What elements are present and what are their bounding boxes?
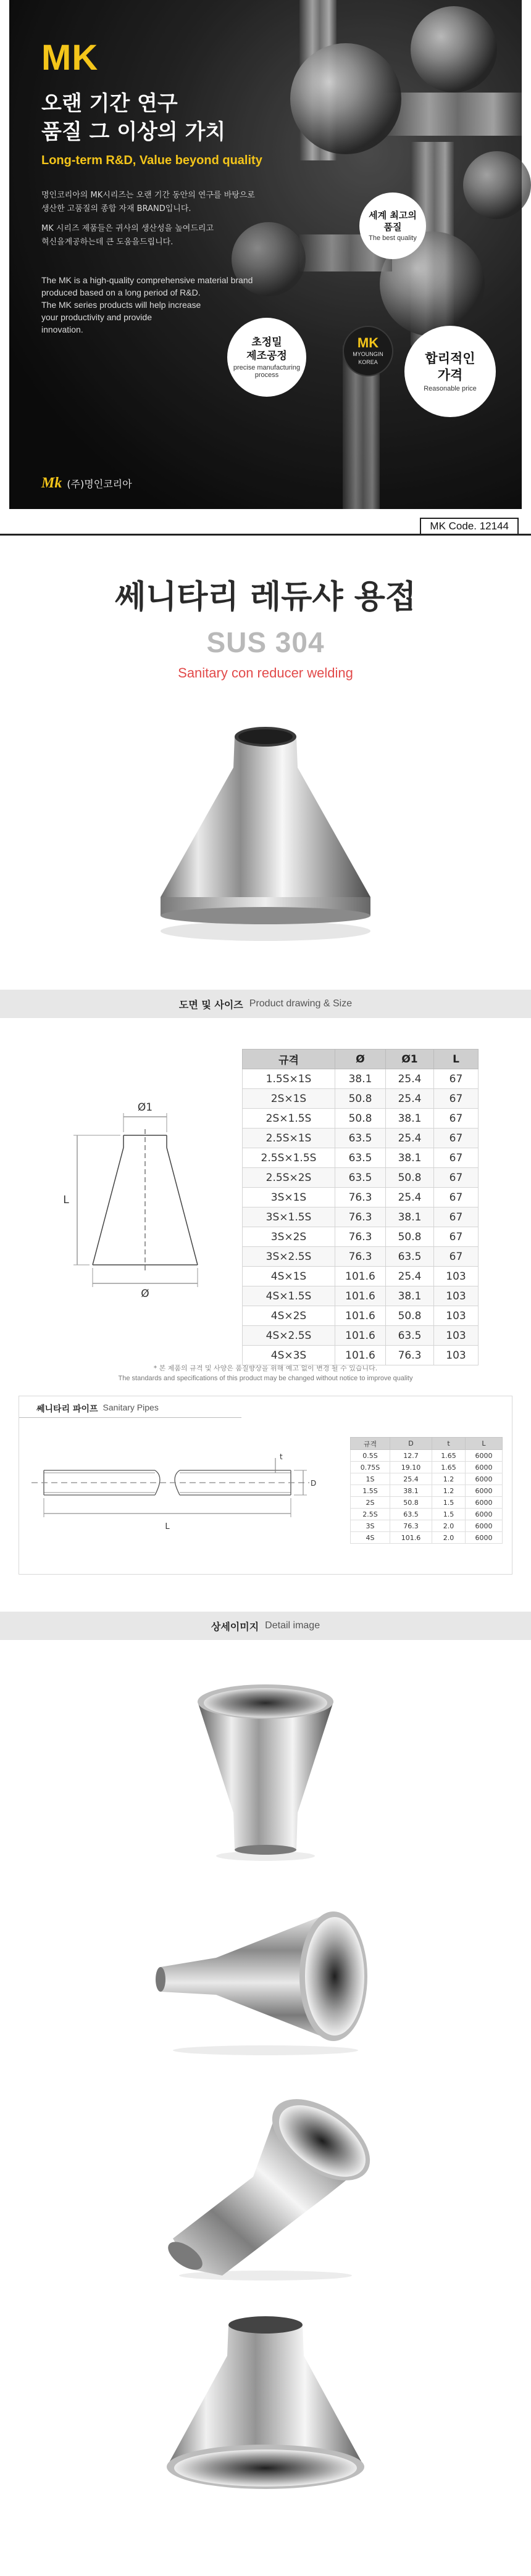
size-table-cell: 2.5S×2S bbox=[243, 1168, 335, 1188]
pipe-table-cell: 0.75S bbox=[351, 1462, 390, 1473]
pipe-table-cell: 1.2 bbox=[432, 1473, 466, 1485]
pipe-table-cell: 25.4 bbox=[390, 1473, 432, 1485]
size-table-cell: 1.5S×1S bbox=[243, 1069, 335, 1089]
detail-image-2 bbox=[148, 1899, 383, 2060]
size-table-row bbox=[243, 1346, 479, 1365]
size-table-cell: 67 bbox=[434, 1247, 479, 1267]
badge-title: 제조공정 bbox=[246, 350, 287, 362]
size-table-cell: 67 bbox=[434, 1109, 479, 1129]
badge-title: 가격 bbox=[437, 368, 463, 383]
desc-en-line: The MK series products will help increase bbox=[41, 300, 201, 310]
size-table-cell: 103 bbox=[434, 1286, 479, 1306]
size-table-cell: 4S×3S bbox=[243, 1346, 335, 1365]
desc-en-line: innovation. bbox=[41, 325, 83, 334]
pipe-table-cell: 2.5S bbox=[351, 1509, 390, 1520]
pipe-dim-length: L bbox=[165, 1522, 170, 1531]
size-table-cell: 4S×2.5S bbox=[243, 1326, 335, 1346]
size-table-header: Ø bbox=[335, 1050, 386, 1069]
pipe-table-cell: 38.1 bbox=[390, 1485, 432, 1497]
size-table-header: L bbox=[434, 1050, 479, 1069]
reducer-technical-drawing bbox=[59, 1098, 232, 1302]
pipe-table-cell: 6000 bbox=[466, 1532, 503, 1544]
size-table-row bbox=[243, 1306, 479, 1326]
size-table-cell: 103 bbox=[434, 1306, 479, 1326]
pipe-dim-diameter: D bbox=[311, 1479, 317, 1488]
size-table-cell: 25.4 bbox=[386, 1089, 434, 1109]
pipe-table-cell: 50.8 bbox=[390, 1497, 432, 1509]
pipe-table-row bbox=[351, 1485, 503, 1497]
product-code-row bbox=[0, 509, 531, 546]
badge-subtitle: precise manufacturing bbox=[233, 364, 301, 371]
size-table-cell: 63.5 bbox=[335, 1148, 386, 1168]
size-table-cell: 38.1 bbox=[386, 1109, 434, 1129]
badge-title: 품질 bbox=[383, 222, 402, 233]
desc-ko-line: 명인코리아의 MK시리즈는 오랜 기간 동안의 연구를 바탕으로 bbox=[41, 191, 255, 200]
size-table-cell: 4S×2S bbox=[243, 1306, 335, 1326]
size-table-row bbox=[243, 1168, 479, 1188]
desc-en-line: The MK is a high-quality comprehensive material brand bbox=[41, 275, 253, 285]
pipe-table-cell: 2.0 bbox=[432, 1532, 466, 1544]
hero-headline-line1: 오랜 기간 연구 bbox=[41, 91, 178, 116]
section-title-ko: 상세이미지 bbox=[211, 1620, 259, 1633]
dim-label-top: Ø1 bbox=[137, 1101, 153, 1114]
product-title-ko: 쎄니타리 레듀샤 용접 bbox=[114, 579, 417, 616]
size-table-row bbox=[243, 1188, 479, 1207]
size-table-cell: 63.5 bbox=[335, 1168, 386, 1188]
pipe-table-cell: 1.5 bbox=[432, 1509, 466, 1520]
size-table-cell: 38.1 bbox=[386, 1286, 434, 1306]
product-title-en: Sanitary con reducer welding bbox=[178, 665, 353, 681]
pipe-header-underline bbox=[19, 1417, 241, 1418]
section-title-ko: 도면 및 사이즈 bbox=[178, 998, 243, 1011]
pipe-table-cell: 63.5 bbox=[390, 1509, 432, 1520]
size-table-cell: 76.3 bbox=[335, 1207, 386, 1227]
pipe-dim-thickness: t bbox=[280, 1452, 283, 1461]
size-table-cell: 3S×2S bbox=[243, 1227, 335, 1247]
size-table-row bbox=[243, 1069, 479, 1089]
company-logo: Mk bbox=[41, 475, 62, 491]
size-table-cell: 25.4 bbox=[386, 1267, 434, 1286]
pipe-table-cell: 0.5S bbox=[351, 1450, 390, 1462]
size-table bbox=[242, 1049, 479, 1365]
size-table-cell: 38.1 bbox=[386, 1148, 434, 1168]
size-table-cell: 101.6 bbox=[335, 1306, 386, 1326]
pipe-table-cell: 19.10 bbox=[390, 1462, 432, 1473]
size-table-cell: 2.5S×1S bbox=[243, 1129, 335, 1148]
pipe-table-cell: 1.65 bbox=[432, 1462, 466, 1473]
size-table-cell: 76.3 bbox=[335, 1188, 386, 1207]
size-table-cell: 76.3 bbox=[335, 1247, 386, 1267]
size-table-header: Ø1 bbox=[386, 1050, 434, 1069]
size-table-cell: 76.3 bbox=[386, 1346, 434, 1365]
hero-banner bbox=[9, 0, 522, 509]
dim-label-bottom: Ø bbox=[141, 1288, 149, 1300]
badge-title: 세계 최고의 bbox=[369, 210, 417, 221]
pipe-table-cell: 6000 bbox=[466, 1520, 503, 1532]
pipe-table-cell: 6000 bbox=[466, 1509, 503, 1520]
size-table-cell: 101.6 bbox=[335, 1267, 386, 1286]
size-table-cell: 67 bbox=[434, 1129, 479, 1148]
size-table-cell: 3S×1.5S bbox=[243, 1207, 335, 1227]
size-table-cell: 50.8 bbox=[386, 1227, 434, 1247]
pipe-table-cell: 2.0 bbox=[432, 1520, 466, 1532]
pipe-table-cell: 6000 bbox=[466, 1485, 503, 1497]
detail-image-1 bbox=[154, 1677, 377, 1862]
size-table-cell: 3S×1S bbox=[243, 1188, 335, 1207]
badge-best-quality bbox=[359, 193, 426, 259]
detail-image-4 bbox=[148, 2313, 383, 2491]
pipe-table-row bbox=[351, 1520, 503, 1532]
size-table-row bbox=[243, 1247, 479, 1267]
size-table-cell: 2S×1S bbox=[243, 1089, 335, 1109]
size-table-row bbox=[243, 1286, 479, 1306]
size-table-cell: 67 bbox=[434, 1188, 479, 1207]
pipe-size-table bbox=[350, 1437, 503, 1544]
size-table-cell: 103 bbox=[434, 1267, 479, 1286]
desc-ko-line: 혁신을계공하는데 큰 도움을드립니다. bbox=[41, 238, 174, 247]
size-table-cell: 3S×2.5S bbox=[243, 1247, 335, 1267]
size-table-cell: 2.5S×1.5S bbox=[243, 1148, 335, 1168]
size-table-cell: 103 bbox=[434, 1326, 479, 1346]
pipe-table-row bbox=[351, 1497, 503, 1509]
pipe-table-row bbox=[351, 1462, 503, 1473]
size-table-cell: 25.4 bbox=[386, 1188, 434, 1207]
pipe-table-cell: 3S bbox=[351, 1520, 390, 1532]
pipe-table-cell: 6000 bbox=[466, 1473, 503, 1485]
size-table-cell: 67 bbox=[434, 1089, 479, 1109]
pipe-table-header: t bbox=[432, 1438, 466, 1450]
size-table-cell: 25.4 bbox=[386, 1069, 434, 1089]
product-code-label: MK Code. 12144 bbox=[420, 518, 519, 534]
size-table-row bbox=[243, 1267, 479, 1286]
pipe-table-row bbox=[351, 1532, 503, 1544]
detail-image-3 bbox=[148, 2097, 383, 2282]
mini-logo-text: MYOUNGIN bbox=[353, 351, 383, 357]
pipe-table-cell: 12.7 bbox=[390, 1450, 432, 1462]
sanitary-pipe-box bbox=[19, 1396, 512, 1575]
hero-tagline: Long-term R&D, Value beyond quality bbox=[41, 154, 262, 167]
section-header-drawing bbox=[0, 990, 531, 1018]
badge-title: 초정밀 bbox=[251, 336, 282, 349]
section-title-en: Product drawing & Size bbox=[249, 998, 353, 1009]
drawing-area bbox=[0, 1018, 531, 1364]
size-table-cell: 67 bbox=[434, 1069, 479, 1089]
pipe-technical-drawing bbox=[31, 1433, 316, 1538]
desc-en-line: your productivity and provide bbox=[41, 312, 152, 322]
hero-copy bbox=[41, 37, 301, 336]
desc-ko-line: MK 시리즈 제품들은 귀사의 생산성을 높여드리고 bbox=[41, 224, 214, 233]
size-table-cell: 50.8 bbox=[386, 1168, 434, 1188]
size-table-row bbox=[243, 1148, 479, 1168]
pipe-table-cell: 1.5S bbox=[351, 1485, 390, 1497]
size-table-row bbox=[243, 1227, 479, 1247]
pipe-table-header: L bbox=[466, 1438, 503, 1450]
size-table-row bbox=[243, 1326, 479, 1346]
size-table-cell: 4S×1.5S bbox=[243, 1286, 335, 1306]
size-table-row bbox=[243, 1089, 479, 1109]
pipe-table-cell: 1.2 bbox=[432, 1485, 466, 1497]
size-table-cell: 67 bbox=[434, 1148, 479, 1168]
size-table-row bbox=[243, 1109, 479, 1129]
size-table-cell: 25.4 bbox=[386, 1129, 434, 1148]
pipe-title-ko: 쎄니타리 파이프 bbox=[36, 1404, 98, 1414]
pipe-table-header: 규격 bbox=[351, 1438, 390, 1450]
size-table-header: 규격 bbox=[243, 1050, 335, 1069]
product-main-image bbox=[142, 712, 389, 946]
mini-logo-text: KOREA bbox=[358, 359, 378, 365]
hero-headline bbox=[41, 89, 301, 146]
size-table-cell: 38.1 bbox=[335, 1069, 386, 1089]
pipe-table-row bbox=[351, 1509, 503, 1520]
pipe-table-cell: 4S bbox=[351, 1532, 390, 1544]
size-table-cell: 63.5 bbox=[335, 1129, 386, 1148]
pipe-table-row bbox=[351, 1450, 503, 1462]
size-table-cell: 63.5 bbox=[386, 1326, 434, 1346]
badge-subtitle: process bbox=[254, 371, 279, 379]
badge-title: 합리적인 bbox=[425, 351, 475, 366]
pipe-table-header-row bbox=[351, 1438, 503, 1450]
pipe-table-cell: 6000 bbox=[466, 1450, 503, 1462]
pipe-table-cell: 6000 bbox=[466, 1497, 503, 1509]
size-table-cell: 50.8 bbox=[335, 1089, 386, 1109]
size-table-cell: 101.6 bbox=[335, 1326, 386, 1346]
mini-logo-mark: MK bbox=[357, 335, 379, 350]
size-table-cell: 101.6 bbox=[335, 1346, 386, 1365]
mk-brand-logo: MK bbox=[41, 38, 99, 78]
hero-headline-line2: 품질 그 이상의 가치 bbox=[41, 120, 226, 144]
size-table-cell: 63.5 bbox=[386, 1247, 434, 1267]
size-table-cell: 103 bbox=[434, 1346, 479, 1365]
dim-label-length: L bbox=[63, 1194, 69, 1206]
size-table-cell: 101.6 bbox=[335, 1286, 386, 1306]
size-table-cell: 38.1 bbox=[386, 1207, 434, 1227]
size-table-cell: 2S×1.5S bbox=[243, 1109, 335, 1129]
myoungin-korea-mini-logo bbox=[343, 326, 393, 376]
size-table-cell: 4S×1S bbox=[243, 1267, 335, 1286]
company-name: (주)명인코리아 bbox=[67, 478, 132, 490]
badge-subtitle: The best quality bbox=[369, 234, 417, 242]
company-brand bbox=[41, 475, 132, 492]
size-table-cell: 67 bbox=[434, 1207, 479, 1227]
size-table-cell: 67 bbox=[434, 1168, 479, 1188]
size-table-cell: 76.3 bbox=[335, 1227, 386, 1247]
pipe-table-cell: 1S bbox=[351, 1473, 390, 1485]
size-table-row bbox=[243, 1207, 479, 1227]
spec-change-note-ko: * 본 제품의 규격 및 사양은 품질향상을 위해 예고 없이 변경 될 수 있습니다. bbox=[153, 1364, 378, 1372]
desc-en-line: produced based on a long period of R&D. bbox=[41, 288, 201, 297]
pipe-table-cell: 76.3 bbox=[390, 1520, 432, 1532]
size-table-cell: 50.8 bbox=[386, 1306, 434, 1326]
pipe-table-header: D bbox=[390, 1438, 432, 1450]
pipe-table-row bbox=[351, 1473, 503, 1485]
pipe-title-en: Sanitary Pipes bbox=[102, 1402, 159, 1412]
desc-ko-line: 생산한 고품질의 종합 자재 BRAND입니다. bbox=[41, 204, 191, 213]
section-header-detail bbox=[0, 1612, 531, 1640]
size-table-row bbox=[243, 1129, 479, 1148]
badge-reasonable-price bbox=[404, 326, 496, 417]
badge-subtitle: Reasonable price bbox=[424, 385, 477, 392]
divider-line bbox=[0, 534, 531, 536]
size-table-cell: 50.8 bbox=[335, 1109, 386, 1129]
pipe-table-cell: 101.6 bbox=[390, 1532, 432, 1544]
section-title-en: Detail image bbox=[265, 1620, 320, 1631]
size-table-header-row bbox=[243, 1050, 479, 1069]
pipe-table-cell: 2S bbox=[351, 1497, 390, 1509]
pipe-table-cell: 1.5 bbox=[432, 1497, 466, 1509]
pipe-table-cell: 6000 bbox=[466, 1462, 503, 1473]
spec-change-note-en: The standards and specifications of this product may be changed without notice to improve quality bbox=[118, 1375, 413, 1382]
size-table-cell: 67 bbox=[434, 1227, 479, 1247]
pipe-header bbox=[19, 1402, 159, 1415]
hero-description-ko bbox=[41, 189, 301, 249]
pipe-table-cell: 1.65 bbox=[432, 1450, 466, 1462]
badge-precise-process bbox=[227, 318, 306, 397]
product-material: SUS 304 bbox=[206, 626, 325, 658]
